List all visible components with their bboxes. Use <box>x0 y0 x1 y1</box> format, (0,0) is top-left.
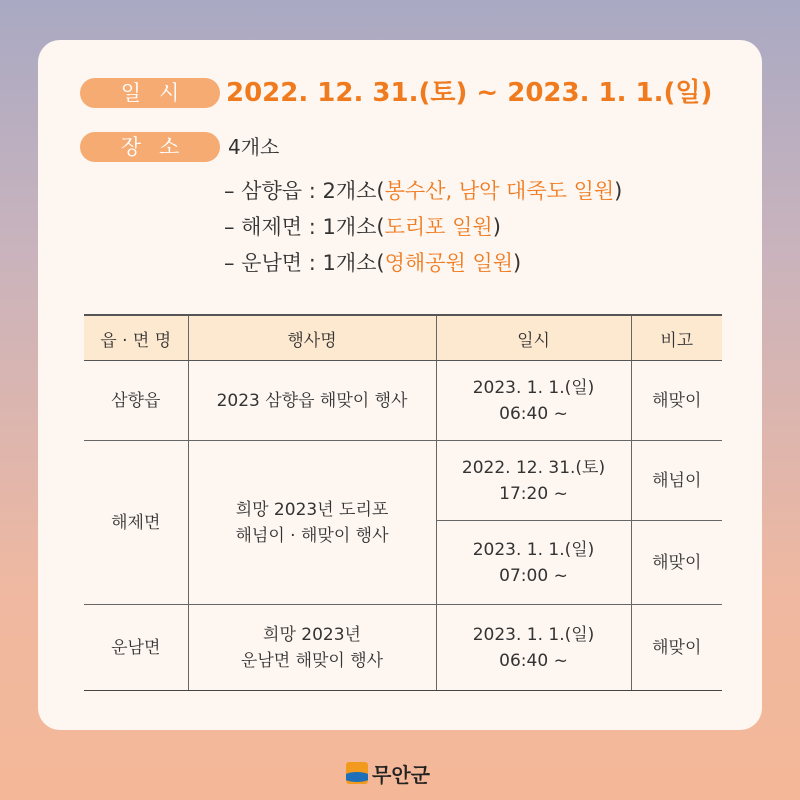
place-town: – 삼향읍 : 2개소( <box>224 179 385 203</box>
place-list <box>224 173 622 281</box>
event-line: 희망 2023년 <box>263 624 361 645</box>
table-header-row <box>84 315 722 361</box>
header-event: 행사명 <box>188 315 436 361</box>
place-location: 영해공원 일원 <box>384 251 513 275</box>
cell-datetime <box>436 521 631 605</box>
date-line: 2022. 12. 31.(토) <box>461 457 606 478</box>
county-logo <box>346 760 430 786</box>
place-town: – 해제면 : 1개소( <box>224 215 385 239</box>
date-line: 2023. 1. 1.(일) <box>472 624 595 645</box>
place-town: – 운남면 : 1개소( <box>224 251 385 275</box>
muan-county-emblem-icon <box>346 762 368 784</box>
place-location: 도리포 일원 <box>384 215 493 239</box>
cell-event <box>188 441 436 605</box>
cell-datetime <box>436 441 631 521</box>
header-datetime: 일시 <box>436 315 631 361</box>
place-item-haeje <box>224 209 622 245</box>
info-card <box>38 40 762 730</box>
cell-note: 해맞이 <box>631 605 722 691</box>
cell-datetime <box>436 361 631 441</box>
time-line: 07:00 ~ <box>499 565 568 586</box>
cell-event <box>188 605 436 691</box>
event-line: 해넘이 · 해맞이 행사 <box>235 525 389 546</box>
date-line: 2023. 1. 1.(일) <box>472 377 595 398</box>
cell-town: 운남면 <box>84 605 188 691</box>
event-line: 희망 2023년 도리포 <box>235 499 389 520</box>
cell-note: 해맞이 <box>631 521 722 605</box>
cell-datetime <box>436 605 631 691</box>
table-row <box>84 441 722 521</box>
place-item-samhyang <box>224 173 622 209</box>
date-line: 2023. 1. 1.(일) <box>472 539 595 560</box>
event-date: 2022. 12. 31.(토) ~ 2023. 1. 1.(일) <box>226 78 713 108</box>
time-line: 17:20 ~ <box>499 483 568 504</box>
cell-note: 해넘이 <box>631 441 722 521</box>
time-line: 06:40 ~ <box>499 403 568 424</box>
cell-note: 해맞이 <box>631 361 722 441</box>
cell-town: 삼향읍 <box>84 361 188 441</box>
table-row <box>84 361 722 441</box>
place-item-unnam <box>224 245 622 281</box>
logo-text: 무안군 <box>372 762 430 787</box>
date-label-pill: 일시 <box>80 78 220 108</box>
place-label-pill: 장소 <box>80 132 220 162</box>
place-close: ) <box>492 215 501 239</box>
cell-town: 해제면 <box>84 441 188 605</box>
cell-event <box>188 361 436 441</box>
header-note: 비고 <box>631 315 722 361</box>
table-row <box>84 605 722 691</box>
place-location: 봉수산, 남악 대죽도 일원 <box>384 179 615 203</box>
time-line: 06:40 ~ <box>499 650 568 671</box>
event-line: 운남면 해맞이 행사 <box>240 650 384 671</box>
header-town: 읍 · 면 명 <box>84 315 188 361</box>
event-line: 2023 삼향읍 해맞이 행사 <box>216 390 408 411</box>
event-schedule-table <box>84 314 722 691</box>
place-close: ) <box>614 179 623 203</box>
place-count: 4개소 <box>228 135 280 159</box>
place-close: ) <box>513 251 522 275</box>
